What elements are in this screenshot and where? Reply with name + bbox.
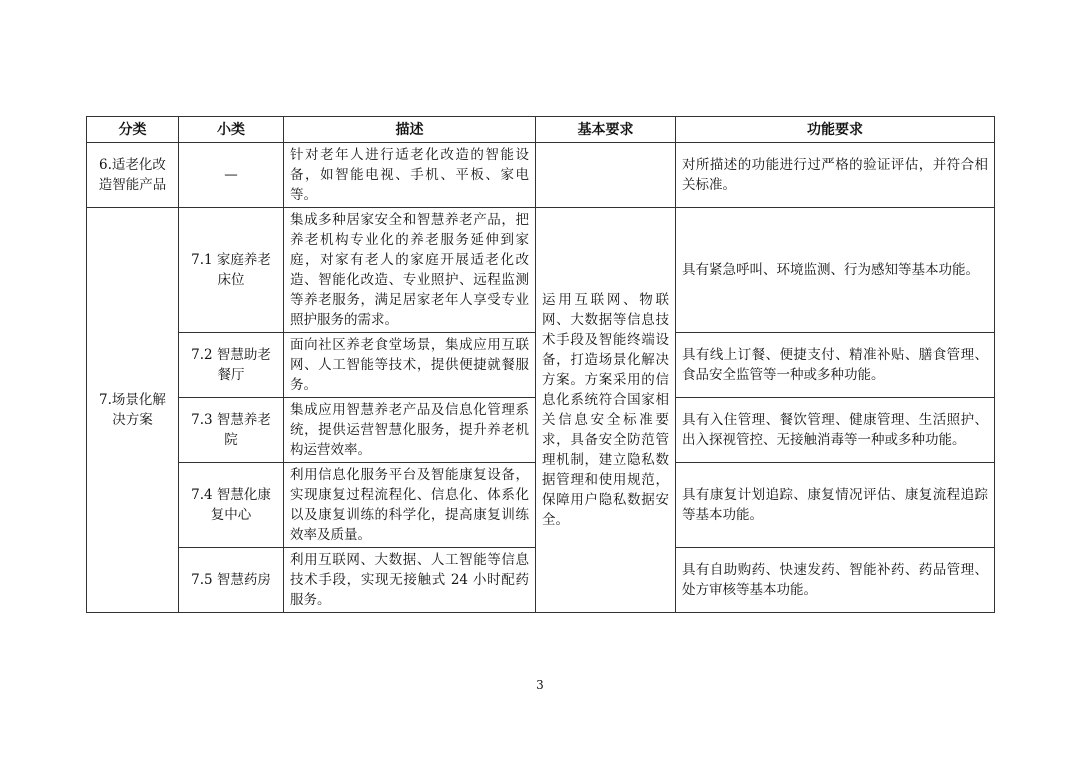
subcategory-cell: 7.4 智慧化康复中心 <box>179 463 284 548</box>
function-requirements-cell: 具有线上订餐、便捷支付、精准补贴、膳食管理、食品安全监管等一种或多种功能。 <box>676 333 995 398</box>
basic-requirements-cell: 运用互联网、物联网、大数据等信息技术手段及智能终端设备，打造场景化解决方案。方案采用的信息化系统符合国家相关信息安全标准要求，具备安全防范管理机制，建立隐私数据管理和使用规范，保障用户隐私数据安全。 <box>536 208 676 613</box>
header-category: 分类 <box>87 117 179 143</box>
subcategory-cell: — <box>179 143 284 208</box>
spec-table <box>86 116 995 613</box>
subcategory-cell: 7.5 智慧药房 <box>179 548 284 613</box>
table-row <box>87 208 995 333</box>
description-cell: 利用信息化服务平台及智能康复设备，实现康复过程流程化、信息化、体系化以及康复训练的科学化，提高康复训练效率及质量。 <box>284 463 536 548</box>
function-requirements-cell: 对所描述的功能进行过严格的验证评估，并符合相关标准。 <box>676 143 995 208</box>
page-number: 3 <box>536 678 544 692</box>
header-row <box>87 117 995 143</box>
header-description: 描述 <box>284 117 536 143</box>
description-cell: 利用互联网、大数据、人工智能等信息技术手段，实现无接触式 24 小时配药服务。 <box>284 548 536 613</box>
header-function-requirements: 功能要求 <box>676 117 995 143</box>
description-cell: 面向社区养老食堂场景，集成应用互联网、人工智能等技术，提供便捷就餐服务。 <box>284 333 536 398</box>
category-cell: 6.适老化改造智能产品 <box>87 143 179 208</box>
function-requirements-cell: 具有康复计划追踪、康复情况评估、康复流程追踪等基本功能。 <box>676 463 995 548</box>
category-cell: 7.场景化解决方案 <box>87 208 179 613</box>
description-cell: 针对老年人进行适老化改造的智能设备，如智能电视、手机、平板、家电等。 <box>284 143 536 208</box>
description-cell: 集成应用智慧养老产品及信息化管理系统，提供运营智慧化服务，提升养老机构运营效率。 <box>284 398 536 463</box>
header-basic-requirements: 基本要求 <box>536 117 676 143</box>
header-subcategory: 小类 <box>179 117 284 143</box>
subcategory-cell: 7.1 家庭养老床位 <box>179 208 284 333</box>
table-row <box>87 143 995 208</box>
function-requirements-cell: 具有入住管理、餐饮管理、健康管理、生活照护、出入探视管控、无接触消毒等一种或多种功能。 <box>676 398 995 463</box>
function-requirements-cell: 具有自助购药、快速发药、智能补药、药品管理、处方审核等基本功能。 <box>676 548 995 613</box>
description-cell: 集成多种居家安全和智慧养老产品，把养老机构专业化的养老服务延伸到家庭，对家有老人的家庭开展适老化改造、智能化改造、专业照护、远程监测等养老服务，满足居家老年人享受专业照护服务的需求。 <box>284 208 536 333</box>
subcategory-cell: 7.3 智慧养老院 <box>179 398 284 463</box>
subcategory-cell: 7.2 智慧助老餐厅 <box>179 333 284 398</box>
basic-requirements-cell <box>536 143 676 208</box>
function-requirements-cell: 具有紧急呼叫、环境监测、行为感知等基本功能。 <box>676 208 995 333</box>
